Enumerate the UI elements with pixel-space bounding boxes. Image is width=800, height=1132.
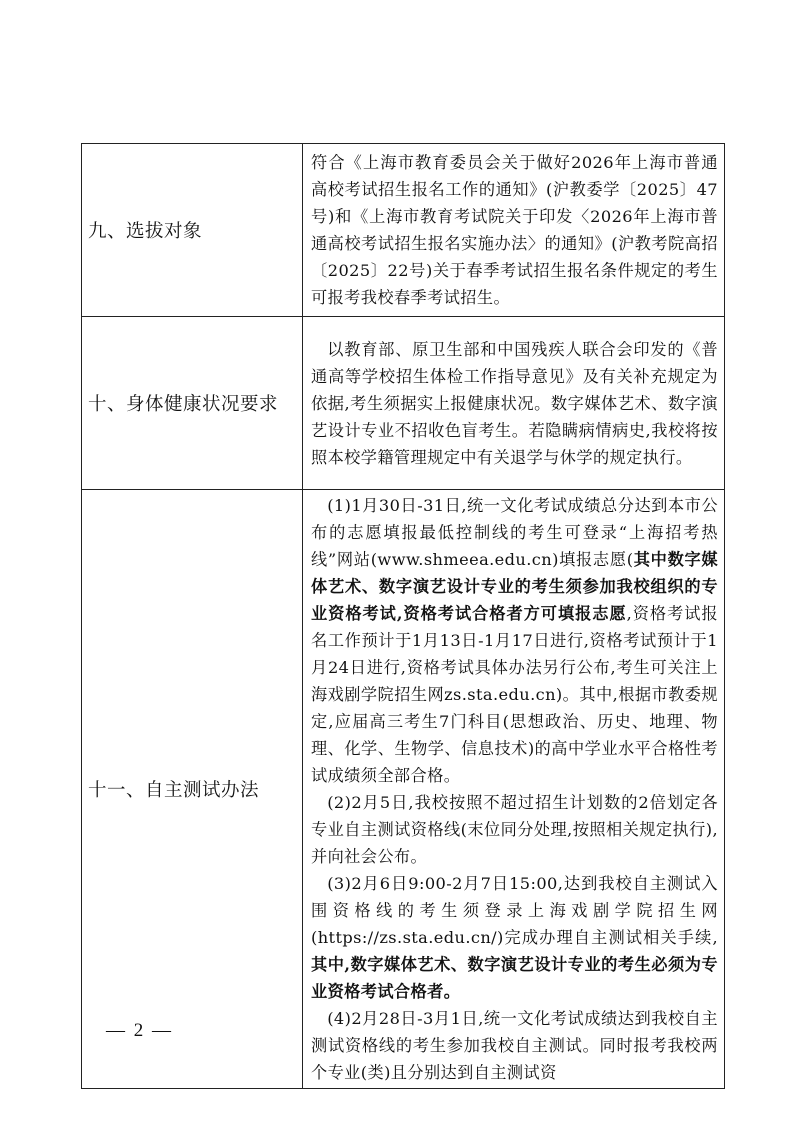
paragraph: 符合《上海市教育委员会关于做好2026年上海市普通高校考试招生报名工作的通知》(沪教委学〔2025〕47号)和《上海市教育考试院关于印发〈2026年上海市普通高校考试招生报名实施办法〉的通知》(沪教考院高招〔2025〕22号)关于春季考试招生报名条件规定的考生可报考我校春季考试招生。 (311, 153, 718, 307)
row-content (303, 144, 725, 317)
table-row (82, 490, 725, 1089)
paragraph-4: (4)2月28日-3月1日,统一文化考试成绩达到我校自主测试资格线的考生参加我校自主测试。同时报考我校两个专业(类)且分别达到自主测试资 (311, 1009, 718, 1082)
paragraph-3-bold: 其中,数字媒体艺术、数字演艺设计专业的考生必须为专业资格考试合格者。 (311, 955, 718, 1001)
row-label: 十一、自主测试办法 (82, 490, 303, 1089)
admission-table (81, 143, 725, 1089)
page-number: — 2 — (106, 1020, 173, 1041)
row-label: 九、选拔对象 (82, 144, 303, 317)
paragraph: 以教育部、原卫生部和中国残疾人联合会印发的《普通高等学校招生体检工作指导意见》及有关补充规定为依据,考生须据实上报健康状况。数字媒体艺术、数字演艺设计专业不招收色盲考生。若隐瞒病情病史,我校将按照本校学籍管理规定中有关退学与休学的规定执行。 (311, 339, 718, 467)
row-content (303, 490, 725, 1089)
paragraph-3-text: (3)2月6日9:00-2月7日15:00,达到我校自主测试入围资格线的考生须登录上海戏剧学院招生网(https://zs.sta.edu.cn/)完成办理自主测试相关手续, (311, 874, 718, 947)
paragraph-3 (311, 870, 718, 1005)
paragraph-1-text: (1)1月30日-31日,统一文化考试成绩总分达到本市公布的志愿填报最低控制线的考生可登录“上海招考热线”网站(www.shmeea.edu.cn)填报志愿( (311, 496, 718, 569)
paragraph-2: (2)2月5日,我校按照不超过招生计划数的2倍划定各专业自主测试资格线(末位同分处理,按照相关规定执行),并向社会公布。 (311, 793, 718, 866)
paragraph-1-bold: 其中数字媒体艺术、数字演艺设计专业的考生须参加我校组织的专业资格考试,资格考试合格者方可填报志愿 (311, 550, 718, 623)
row-label: 十、身体健康状况要求 (82, 317, 303, 490)
paragraph-1-text-2: ,资格考试报名工作预计于1月13日-1月17日进行,资格考试预计于1月24日进行,资格考试具体办法另行公布,考生可关注上海戏剧学院招生网zs.sta.edu.cn)。其中,根据市教委规定,应届高三考生7门科目(思想政治、历史、地理、物理、化学、生物学、信息技术)的高中学业水平合格性考试成绩须全部合格。 (311, 604, 719, 785)
paragraph-1 (311, 492, 718, 789)
row-content (303, 317, 725, 490)
table-row (82, 144, 725, 317)
table-row (82, 317, 725, 490)
